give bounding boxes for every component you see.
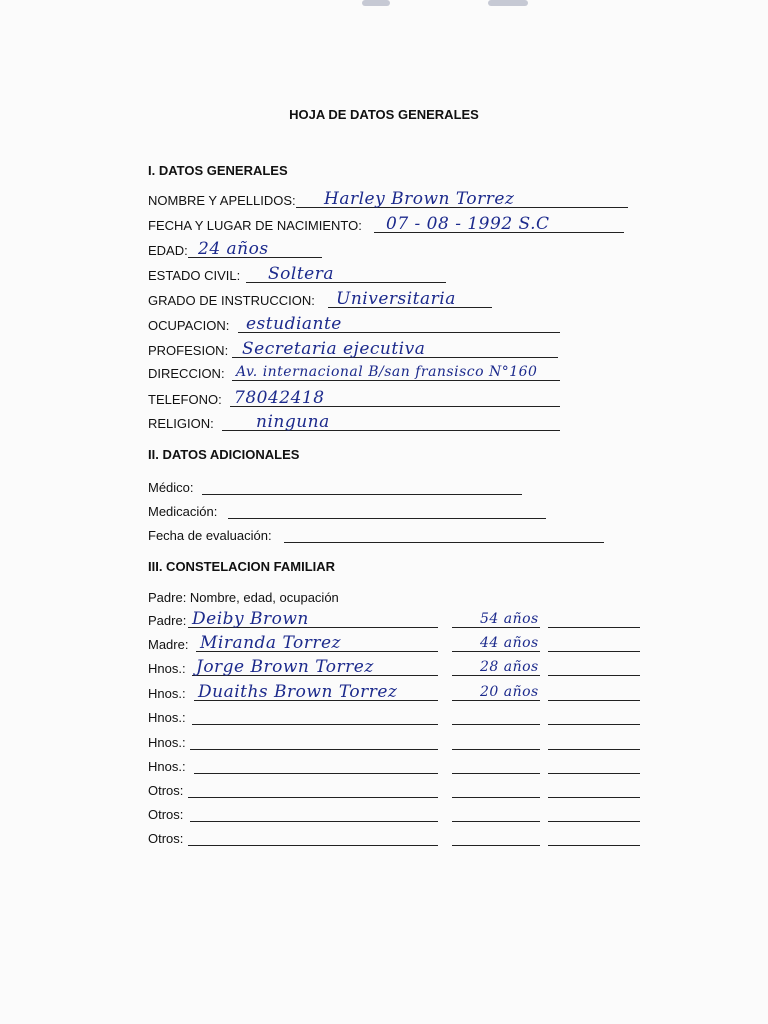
field-label: EDAD: xyxy=(148,243,188,258)
family-row-label: Otros: xyxy=(148,807,184,822)
field-label: TELEFONO: xyxy=(148,392,222,407)
handwritten-value: 07 - 08 - 1992 S.C xyxy=(386,214,550,234)
scan-artifact xyxy=(488,0,528,6)
field-label: OCUPACION: xyxy=(148,318,230,333)
age-line xyxy=(452,845,540,846)
family-row xyxy=(148,682,648,702)
handwritten-value: Harley Brown Torrez xyxy=(324,189,515,209)
field-edad xyxy=(148,239,638,259)
field-label: Medicación: xyxy=(148,504,218,519)
handwritten-value: Soltera xyxy=(268,264,334,284)
occupation-line xyxy=(548,749,640,750)
field-label: ESTADO CIVIL: xyxy=(148,268,241,283)
field-label: GRADO DE INSTRUCCION: xyxy=(148,293,315,308)
age-line xyxy=(452,675,540,676)
section-subheading: Padre: Nombre, edad, ocupación xyxy=(148,590,339,605)
field-direccion xyxy=(148,366,638,382)
family-member-age: 28 años xyxy=(480,659,539,675)
family-row-label: Hnos.: xyxy=(148,735,186,750)
occupation-line xyxy=(548,700,640,701)
occupation-line xyxy=(548,845,640,846)
field-label: NOMBRE Y APELLIDOS: xyxy=(148,193,296,208)
field-label: DIRECCION: xyxy=(148,366,225,381)
name-line xyxy=(194,773,438,774)
field-nombre xyxy=(148,189,638,209)
document-title: HOJA DE DATOS GENERALES xyxy=(289,107,479,122)
family-row-label: Otros: xyxy=(148,783,184,798)
age-line xyxy=(452,749,540,750)
occupation-line xyxy=(548,675,640,676)
name-line xyxy=(188,845,438,846)
field-line xyxy=(228,518,546,519)
family-row-label: Hnos.: xyxy=(148,661,186,676)
handwritten-value: Secretaria ejecutiva xyxy=(242,339,426,359)
section-constelacion-familiar-heading: III. CONSTELACION FAMILIAR xyxy=(148,559,336,574)
occupation-line xyxy=(548,821,640,822)
handwritten-value: estudiante xyxy=(246,314,342,334)
name-line xyxy=(190,749,438,750)
field-grado-instruccion xyxy=(148,289,638,309)
family-row xyxy=(148,735,648,751)
family-row-label: Padre: xyxy=(148,613,187,628)
field-profesion xyxy=(148,339,638,359)
field-label: Médico: xyxy=(148,480,194,495)
family-row xyxy=(148,633,648,653)
family-row-label: Madre: xyxy=(148,637,189,652)
field-fecha-nacimiento xyxy=(148,214,638,234)
occupation-line xyxy=(548,724,640,725)
family-row-label: Otros: xyxy=(148,831,184,846)
field-label: PROFESION: xyxy=(148,343,229,358)
field-fecha-evaluacion xyxy=(148,528,638,544)
family-member-age: 54 años xyxy=(480,611,539,627)
field-label: Fecha de evaluación: xyxy=(148,528,272,543)
field-label: RELIGION: xyxy=(148,416,214,431)
occupation-line xyxy=(548,797,640,798)
family-row-label: Hnos.: xyxy=(148,759,186,774)
family-member-name: Deiby Brown xyxy=(192,609,309,629)
scan-artifact xyxy=(362,0,390,6)
family-member-age: 44 años xyxy=(480,635,539,651)
field-religion xyxy=(148,412,638,432)
name-line xyxy=(192,724,438,725)
family-row xyxy=(148,783,648,799)
family-row xyxy=(148,710,648,726)
field-estado-civil xyxy=(148,264,638,284)
occupation-line xyxy=(548,651,640,652)
family-member-name: Duaiths Brown Torrez xyxy=(198,682,398,702)
section-datos-generales-heading: I. DATOS GENERALES xyxy=(148,163,288,178)
family-row xyxy=(148,657,648,677)
field-label: FECHA Y LUGAR DE NACIMIENTO: xyxy=(148,218,362,233)
family-row xyxy=(148,807,648,823)
handwritten-value: 24 años xyxy=(198,239,269,259)
field-medicacion xyxy=(148,504,638,520)
family-member-name: Miranda Torrez xyxy=(200,633,341,653)
handwritten-value: 78042418 xyxy=(234,388,325,408)
field-line xyxy=(284,542,604,543)
age-line xyxy=(452,627,540,628)
field-line xyxy=(232,380,560,381)
family-row xyxy=(148,831,648,847)
family-member-age: 20 años xyxy=(480,684,539,700)
age-line xyxy=(452,651,540,652)
name-line xyxy=(190,821,438,822)
occupation-line xyxy=(548,773,640,774)
family-row xyxy=(148,609,648,629)
family-row-label: Hnos.: xyxy=(148,686,186,701)
age-line xyxy=(452,773,540,774)
age-line xyxy=(452,700,540,701)
field-ocupacion xyxy=(148,314,638,334)
handwritten-value: ninguna xyxy=(256,412,330,432)
handwritten-value: Universitaria xyxy=(336,289,456,309)
section-datos-adicionales-heading: II. DATOS ADICIONALES xyxy=(148,447,300,462)
family-member-name: Jorge Brown Torrez xyxy=(196,657,374,677)
field-medico xyxy=(148,480,638,496)
age-line xyxy=(452,724,540,725)
field-line xyxy=(202,494,522,495)
age-line xyxy=(452,821,540,822)
name-line xyxy=(188,797,438,798)
family-row xyxy=(148,759,648,775)
field-telefono xyxy=(148,388,638,408)
handwritten-value: Av. internacional B/san fransisco N°160 xyxy=(236,364,538,380)
family-row-label: Hnos.: xyxy=(148,710,186,725)
age-line xyxy=(452,797,540,798)
occupation-line xyxy=(548,627,640,628)
